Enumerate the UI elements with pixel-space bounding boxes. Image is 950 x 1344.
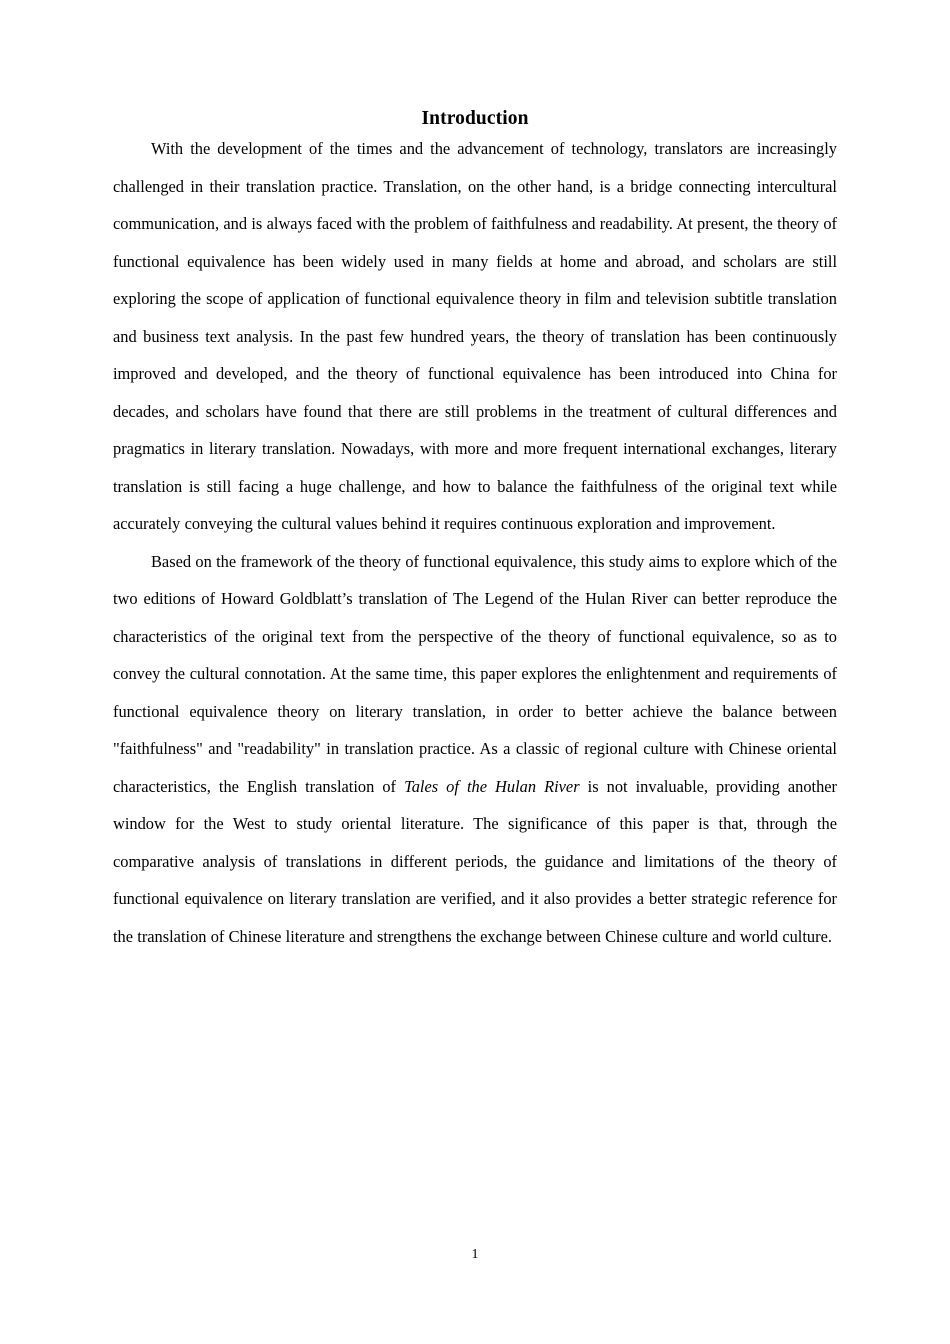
body-text — [113, 130, 837, 955]
paragraph-1: With the development of the times and the advancement of technology, translators are increasingly challenged in their translation practice. Translation, on the other hand, is a bridge connecting intercultural communication, and is always faced with the problem of faithfulness and readability. At present, the theory of functional equivalence has been widely used in many fields at home and abroad, and scholars are still exploring the scope of application of functional equivalence theory in film and television subtitle translation and business text analysis. In the past few hundred years, the theory of translation has been continuously improved and developed, and the theory of functional equivalence has been introduced into China for decades, and scholars have found that there are still problems in the treatment of cultural differences and pragmatics in literary translation. Nowadays, with more and more frequent international exchanges, literary translation is still facing a huge challenge, and how to balance the faithfulness of the original text while accurately conveying the cultural values behind it requires continuous exploration and improvement. — [113, 139, 837, 533]
page-number: 1 — [471, 1247, 479, 1262]
page-title: Introduction — [421, 108, 529, 129]
paragraph-2: Based on the framework of the theory of functional equivalence, this study aims to explore which of the two editions of Howard Goldblatt’s translation of The Legend of the Hulan River can better reproduce the characteristics of the original text from the perspective of the theory of functional equivalence, so as to convey the cultural connotation. At the same time, this paper explores the enlightenment and requirements of functional equivalence theory on literary translation, in order to better achieve the balance between "faithfulness" and "readability" in translation practice. As a classic of regional culture with Chinese oriental characteristics, the English translation of Tales of the Hulan River is not invaluable, providing another window for the West to study oriental literature. The significance of this paper is that, through the comparative analysis of translations in different periods, the guidance and limitations of the theory of functional equivalence on literary translation are verified, and it also provides a better strategic reference for the translation of Chinese literature and strengthens the exchange between Chinese culture and world culture. — [113, 551, 837, 946]
italic-title: Tales of the Hulan River — [404, 776, 580, 796]
